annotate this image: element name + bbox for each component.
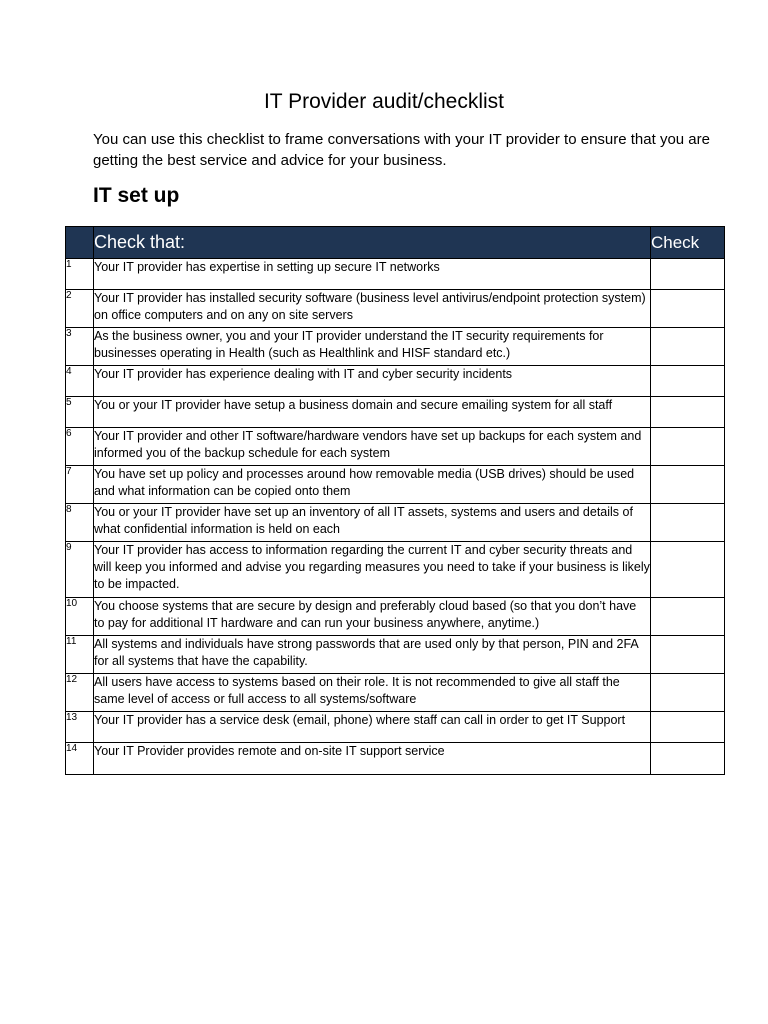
check-cell[interactable] [651, 290, 725, 328]
check-cell[interactable] [651, 743, 725, 775]
row-number: 8 [66, 504, 94, 542]
row-text: Your IT provider has access to information regarding the current IT and cyber security threats and will keep you informed and advise you regarding measures you need to take if your business is likely to be impacted. [94, 542, 651, 598]
check-cell[interactable] [651, 259, 725, 290]
table-row [66, 466, 725, 504]
row-text: All users have access to systems based on their role. It is not recommended to give all staff the same level of access or full access to all systems/software [94, 674, 651, 712]
row-text: Your IT provider has expertise in setting up secure IT networks [94, 259, 651, 290]
table-row [66, 397, 725, 428]
table-row [66, 598, 725, 636]
check-cell[interactable] [651, 466, 725, 504]
table-row [66, 366, 725, 397]
row-text: All systems and individuals have strong passwords that are used only by that person, PIN and 2FA for all systems that have the capability. [94, 636, 651, 674]
table-row [66, 636, 725, 674]
header-check: Check [651, 227, 725, 259]
row-number: 14 [66, 743, 94, 775]
row-number: 12 [66, 674, 94, 712]
check-cell[interactable] [651, 504, 725, 542]
checklist-table [65, 226, 725, 775]
row-number: 5 [66, 397, 94, 428]
page-title: IT Provider audit/checklist [263, 90, 505, 113]
table-row [66, 259, 725, 290]
intro-paragraph: You can use this checklist to frame conversations with your IT provider to ensure that you are getting the best service and advice for your business. [93, 131, 710, 169]
row-number: 13 [66, 712, 94, 743]
header-check-that: Check that: [94, 227, 651, 259]
row-number: 6 [66, 428, 94, 466]
section-title: IT set up [93, 184, 180, 207]
table-row [66, 290, 725, 328]
row-number: 1 [66, 259, 94, 290]
table-row [66, 328, 725, 366]
table-header [66, 227, 725, 259]
row-text: Your IT provider has a service desk (email, phone) where staff can call in order to get IT Support [94, 712, 651, 743]
row-text: Your IT provider and other IT software/hardware vendors have set up backups for each system and informed you of the backup schedule for each system [94, 428, 651, 466]
row-text: You or your IT provider have setup a business domain and secure emailing system for all staff [94, 397, 651, 428]
row-text: You or your IT provider have set up an inventory of all IT assets, systems and users and details of what confidential information is held on each [94, 504, 651, 542]
header-row [66, 227, 725, 259]
row-text: You have set up policy and processes around how removable media (USB drives) should be used and what information can be copied onto them [94, 466, 651, 504]
check-cell[interactable] [651, 636, 725, 674]
check-cell[interactable] [651, 328, 725, 366]
row-number: 7 [66, 466, 94, 504]
check-cell[interactable] [651, 397, 725, 428]
row-text: As the business owner, you and your IT provider understand the IT security requirements for businesses operating in Health (such as Healthlink and HISF standard etc.) [94, 328, 651, 366]
row-number: 9 [66, 542, 94, 598]
check-cell[interactable] [651, 598, 725, 636]
check-cell[interactable] [651, 712, 725, 743]
row-text: You choose systems that are secure by design and preferably cloud based (so that you don’t have to pay for additional IT hardware and can run your business anywhere, anytime.) [94, 598, 651, 636]
row-number: 10 [66, 598, 94, 636]
table-row [66, 504, 725, 542]
table-row [66, 542, 725, 598]
header-number-cell [66, 227, 94, 259]
check-cell[interactable] [651, 366, 725, 397]
row-text: Your IT provider has experience dealing with IT and cyber security incidents [94, 366, 651, 397]
check-cell[interactable] [651, 428, 725, 466]
check-cell[interactable] [651, 542, 725, 598]
row-text: Your IT Provider provides remote and on-site IT support service [94, 743, 651, 775]
row-number: 4 [66, 366, 94, 397]
table-row [66, 743, 725, 775]
row-number: 11 [66, 636, 94, 674]
table-row [66, 428, 725, 466]
row-text: Your IT provider has installed security software (business level antivirus/endpoint protection system) on office computers and on any on site servers [94, 290, 651, 328]
table-row [66, 674, 725, 712]
table-row [66, 712, 725, 743]
row-number: 3 [66, 328, 94, 366]
check-cell[interactable] [651, 674, 725, 712]
row-number: 2 [66, 290, 94, 328]
